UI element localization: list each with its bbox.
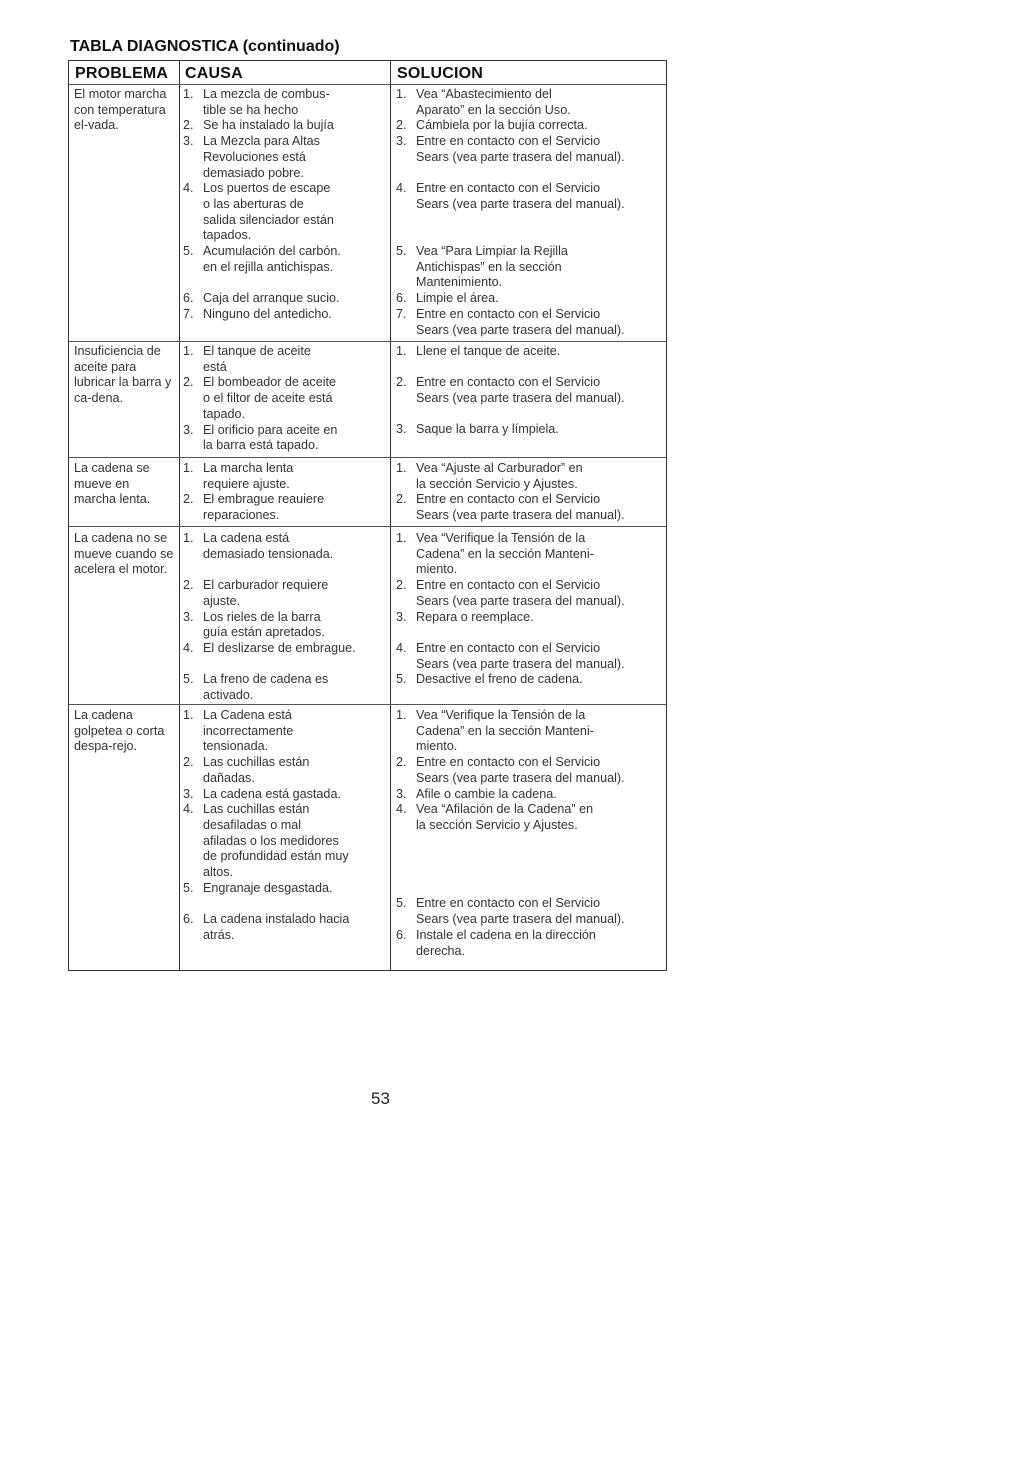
cause-item: 4. El deslizarse de embrague. <box>183 640 356 655</box>
row-5-solutions <box>396 708 666 959</box>
row-2-solutions <box>396 344 666 438</box>
header-problema: PROBLEMA <box>75 65 169 82</box>
header-solucion: SOLUCION <box>397 65 484 82</box>
cause-item: 2. El embrague reauiere reparaciones. <box>183 492 325 523</box>
cause-item: 1. La marcha lenta requiere ajuste. <box>183 461 294 491</box>
cause-item: 6. La cadena instalado hacia atrás. <box>183 912 350 942</box>
cause-item: 2. El bombeador de aceite o el filtor de aceite está tapado. <box>183 375 337 421</box>
solution-item: 5. Vea “Para Limpiar la Rejilla Antichispas” en la sección Mantenimiento. <box>396 244 568 290</box>
page-title: TABLA DIAGNOSTICA (continuado) <box>70 38 340 55</box>
cause-item: 3. El orificio para aceite en la barra está tapado. <box>183 422 338 453</box>
cause-item: 4. Los puertos de escape o las aberturas de salida silenciador están tapados. <box>183 181 334 243</box>
row-1-problem: El motor marcha con temperatura el-vada. <box>74 87 167 133</box>
cause-item: 1. La mezcla de combus- tible se ha hecho <box>183 87 330 117</box>
solution-item: 4. Vea “Afilación de la Cadena” en la sección Servicio y Ajustes. <box>396 802 594 832</box>
cause-item: 1. La Cadena está incorrectamente tensionada. <box>183 708 294 754</box>
cause-item: 2. Las cuchillas están dañadas. <box>183 755 310 785</box>
solution-item: 3. Repara o reemplace. <box>396 609 534 624</box>
row-4-problem: La cadena no se mueve cuando se acelera el motor. <box>74 531 174 577</box>
cause-item: 6. Caja del arranque sucio. <box>183 291 340 306</box>
header-divider <box>69 84 666 85</box>
solution-item: 5. Desactive el freno de cadena. <box>396 672 583 687</box>
cause-item: 3. La cadena está gastada. <box>183 786 341 801</box>
cause-item: 1. La cadena está demasiado tensionada. <box>183 531 334 561</box>
cause-item: 5. La freno de cadena es activado. <box>183 672 329 702</box>
row-5-problem: La cadena golpetea o corta despa-rejo. <box>74 708 165 754</box>
solution-item: 3. Afile o cambie la cadena. <box>396 786 557 801</box>
column-divider <box>179 61 180 970</box>
solution-item: 1. Vea “Ajuste al Carburador” en la sección Servicio y Ajustes. <box>396 461 583 491</box>
cause-item: 3. Los rieles de la barra guía están apretados. <box>183 609 325 640</box>
solution-item: 4. Entre en contacto con el Servicio Sears (vea parte trasera del manual). <box>396 181 625 211</box>
row-3-solutions <box>396 461 666 524</box>
solution-item: 1. Vea “Verifique la Tensión de la Cadena” en la sección Manteni- miento. <box>396 708 594 754</box>
cause-item: 7. Ninguno del antedicho. <box>183 306 332 321</box>
cause-item: 2. Se ha instalado la bujía <box>183 118 334 133</box>
cause-item: 4. Las cuchillas están desafiladas o mal afiladas o los medidores de profundidad están muy altos. <box>183 802 349 880</box>
solution-item: 6. Instale el cadena en la dirección derecha. <box>396 927 596 958</box>
row-divider <box>69 341 666 342</box>
column-divider <box>390 61 391 970</box>
solution-item: 2. Entre en contacto con el Servicio Sears (vea parte trasera del manual). <box>396 578 625 608</box>
solution-item: 1. Vea “Verifique la Tensión de la Cadena” en la sección Manteni- miento. <box>396 531 594 577</box>
header-causa: CAUSA <box>185 65 243 82</box>
diagnostic-table <box>68 60 667 971</box>
cause-item: 2. El carburador requiere ajuste. <box>183 578 329 608</box>
cause-item: 5. Engranaje desgastada. <box>183 880 333 895</box>
row-3-causes <box>183 461 383 524</box>
row-divider <box>69 526 666 527</box>
row-divider <box>69 704 666 705</box>
solution-item: 2. Entre en contacto con el Servicio Sears (vea parte trasera del manual). <box>396 755 625 785</box>
row-3-problem: La cadena se mueve en marcha lenta. <box>74 461 151 507</box>
solution-item: 5. Entre en contacto con el Servicio Sears (vea parte trasera del manual). <box>396 896 625 927</box>
solution-item: 3. Entre en contacto con el Servicio Sears (vea parte trasera del manual). <box>396 134 625 164</box>
page-number: 53 <box>371 1089 390 1108</box>
row-1-causes <box>183 87 383 323</box>
solution-item: 6. Limpie el área. <box>396 291 499 306</box>
solution-item: 1. Vea “Abastecimiento del Aparato” en la sección Uso. <box>396 87 571 117</box>
row-4-causes <box>183 531 383 704</box>
solution-item: 7. Entre en contacto con el Servicio Sears (vea parte trasera del manual). <box>396 306 625 337</box>
solution-item: 3. Saque la barra y límpiela. <box>396 422 559 437</box>
cause-item: 5. Acumulación del carbón. en el rejilla antichispas. <box>183 244 341 274</box>
cause-item: 3. La Mezcla para Altas Revoluciones está demasiado pobre. <box>183 134 320 180</box>
row-divider <box>69 457 666 458</box>
row-1-solutions <box>396 87 666 338</box>
row-2-problem: Insuficiencia de aceite para lubricar la barra y ca-dena. <box>74 344 172 406</box>
row-5-causes <box>183 708 383 944</box>
row-4-solutions <box>396 531 666 688</box>
solution-item: 1. Llene el tanque de aceite. <box>396 344 561 358</box>
cause-item: 1. El tanque de aceite está <box>183 344 311 374</box>
solution-item: 2. Entre en contacto con el Servicio Sears (vea parte trasera del manual). <box>396 375 625 406</box>
row-2-causes <box>183 344 383 454</box>
solution-item: 2. Cámbiela por la bujía correcta. <box>396 118 588 133</box>
solution-item: 4. Entre en contacto con el Servicio Sears (vea parte trasera del manual). <box>396 640 625 671</box>
solution-item: 2. Entre en contacto con el Servicio Sears (vea parte trasera del manual). <box>396 492 625 523</box>
